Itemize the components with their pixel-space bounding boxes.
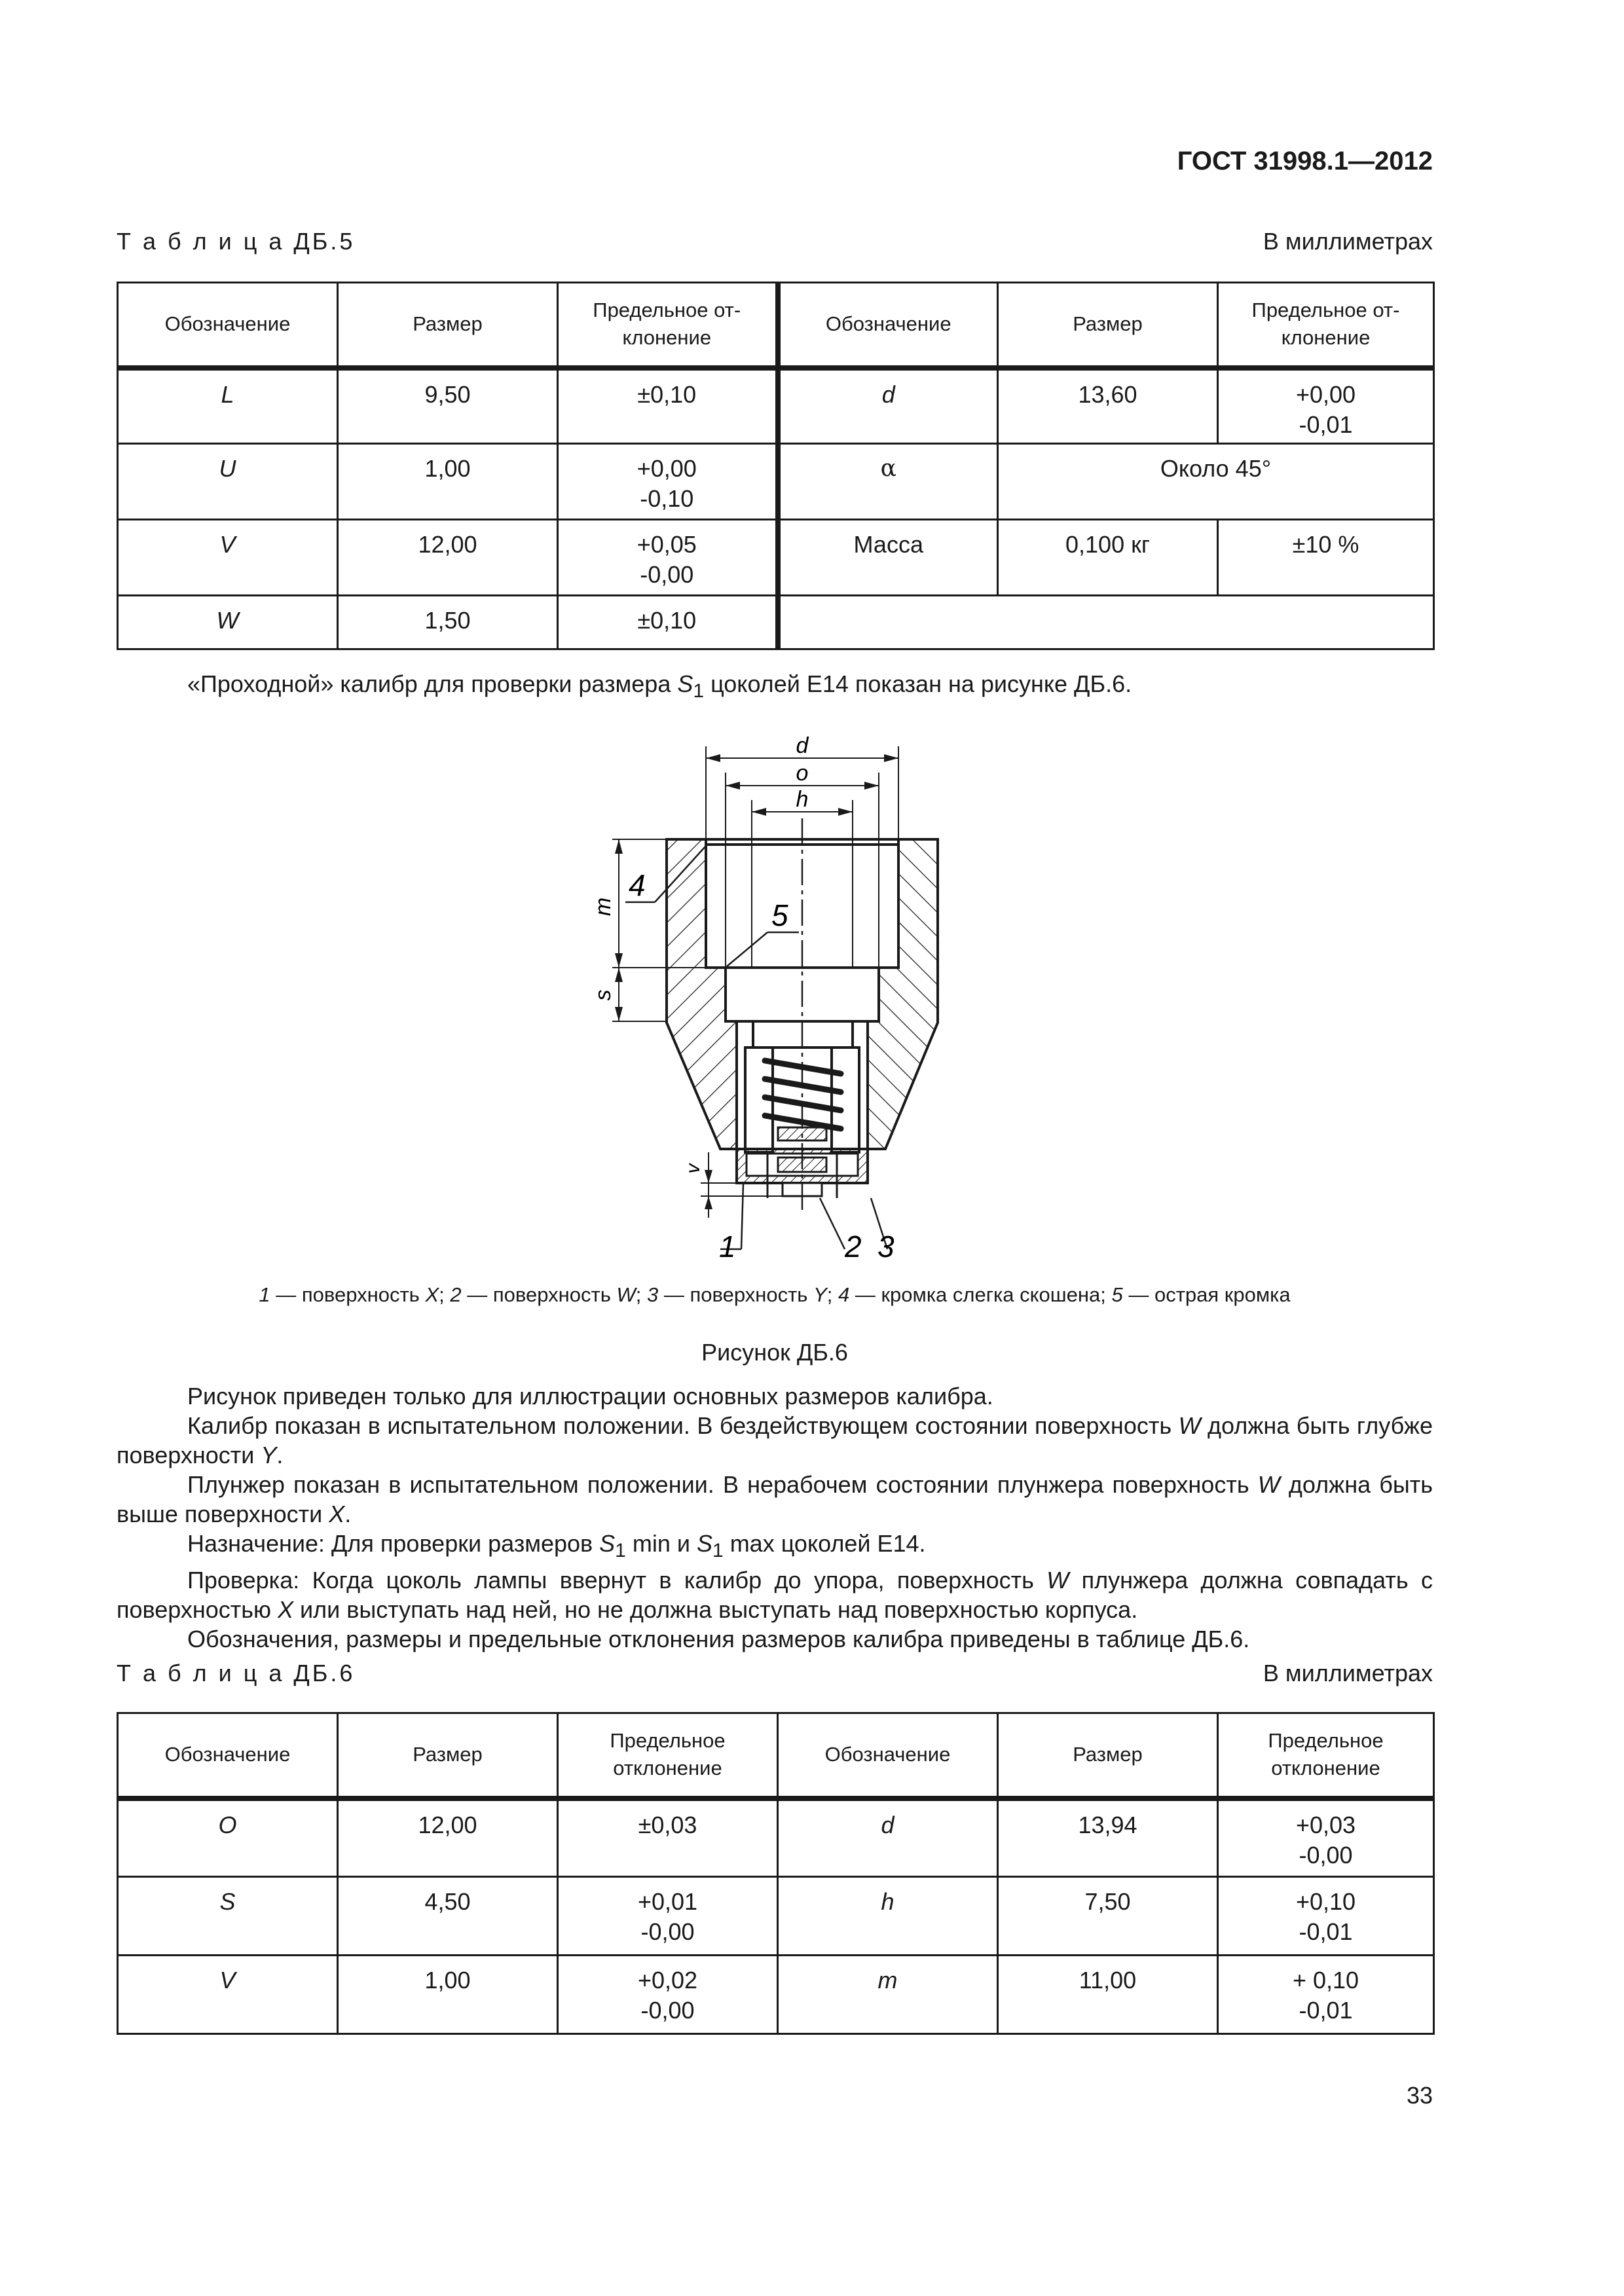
table-cell (998, 1798, 1218, 1877)
dim-o-label: o (796, 761, 809, 786)
table-cell (778, 596, 1434, 649)
table-cell (778, 368, 998, 444)
table-cell (338, 596, 558, 649)
table-cell (118, 1798, 338, 1877)
table6-unit: В миллиметрах (1263, 1660, 1433, 1686)
cell-value: 1,50 (424, 607, 471, 634)
paragraph: Проверка: Когда цоколь лампы ввернут в калибр до упора, поверхность W плунжера должна совпадать с поверхностью X или выступать над ней, но не должна выступать над поверхностью корпуса. (117, 1567, 1433, 1624)
cell-symbol: d (881, 380, 895, 408)
callout-5: 5 (771, 898, 788, 932)
cell-value: 0,100 кг (1065, 531, 1150, 558)
table-cell (998, 1956, 1218, 2034)
table-cell (778, 520, 998, 596)
table5-header-cell: Обозначение (118, 283, 338, 368)
cell-tolerance: + 0,10 -0,01 (1292, 1967, 1359, 2024)
paragraph: Назначение: Для проверки размеров $S_1$ min и $S_1$ max цоколей Е14. (187, 1530, 926, 1562)
cell-value: 1,00 (424, 455, 471, 482)
gauge-drawing (557, 727, 1041, 1270)
standard-header: ГОСТ 31998.1—2012 (1177, 147, 1433, 175)
table-cell (1218, 1798, 1434, 1877)
cell-symbol: α (880, 455, 896, 482)
cell-value: 12,00 (418, 531, 477, 558)
cell-symbol: Масса (853, 531, 923, 558)
table5-unit: В миллиметрах (1263, 228, 1433, 255)
table-cell (338, 520, 558, 596)
cell-symbol: L (221, 380, 234, 408)
cell-value: 1,00 (424, 1967, 471, 1994)
cell-symbol: V (219, 531, 236, 558)
body-text (117, 1381, 1433, 1654)
table-cell (558, 520, 778, 596)
table-row (118, 596, 1434, 649)
paragraph: Плунжер показан в испытательном положении. В нерабочем состоянии плунжера поверхность W должна быть выше поверхности X. (117, 1471, 1433, 1527)
table-cell (338, 368, 558, 444)
cell-tolerance: ±0,10 (637, 380, 697, 408)
cell-symbol: d (881, 1811, 895, 1838)
figure-legend: 1 — поверхность X; 2 — поверхность W; 3 — поверхность Y; 4 — кромка слегка скошена; 5 — острая кромка (259, 1283, 1291, 1306)
cell-symbol: O (218, 1811, 237, 1838)
table-cell (338, 1798, 558, 1877)
table-cell (778, 444, 998, 520)
dim-s-label: s (591, 989, 616, 1001)
table-cell (558, 1798, 778, 1877)
table-row (118, 520, 1434, 596)
table6 (117, 1712, 1435, 2035)
paragraph: Рисунок приведен только для иллюстрации основных размеров калибра. (187, 1383, 993, 1410)
callout-4: 4 (629, 868, 646, 902)
dim-v-label: v (682, 1163, 704, 1174)
cell-value: 12,00 (418, 1811, 477, 1838)
table-cell (118, 596, 338, 649)
table-cell (558, 596, 778, 649)
cell-tolerance: ±0,10 (637, 607, 697, 634)
cell-symbol: W (216, 607, 239, 634)
cell-tolerance: ±0,03 (638, 1811, 697, 1838)
cell-tolerance: +0,05 -0,00 (637, 531, 697, 588)
table5-header-row (118, 283, 1434, 368)
table-cell (338, 444, 558, 520)
cell-tolerance: +0,00 -0,10 (637, 455, 697, 512)
table-row (118, 444, 1434, 520)
page-number: 33 (1406, 2082, 1433, 2109)
cell-value: 9,50 (424, 380, 471, 408)
table-row (118, 1798, 1434, 1877)
table-cell (1218, 1877, 1434, 1956)
paragraph: Обозначения, размеры и предельные отклонения размеров калибра приведены в таблице ДБ.6. (187, 1626, 1250, 1653)
cell-tolerance: +0,00 -0,01 (1295, 380, 1356, 438)
table5-header-cell: Предельное от- клонение (558, 283, 778, 368)
table-cell (118, 520, 338, 596)
dim-d-label: d (796, 733, 809, 758)
cell-tolerance: +0,01 -0,00 (637, 1888, 698, 1945)
callout-2: 2 (845, 1230, 862, 1264)
table-row (118, 1877, 1434, 1956)
cell-symbol: S (219, 1888, 236, 1915)
cell-tolerance: +0,03 -0,00 (1295, 1811, 1356, 1868)
cell-tolerance: +0,10 -0,01 (1295, 1888, 1356, 1945)
cell-symbol: U (219, 455, 236, 482)
table5 (117, 282, 1435, 650)
dim-m-label: m (591, 897, 616, 917)
table-row (118, 368, 1434, 444)
table6-header-row (118, 1713, 1434, 1798)
table6-header-cell: Размер (338, 1713, 558, 1798)
table5-header-cell: Предельное от- клонение (1218, 283, 1434, 368)
table6-header-cell: Предельное отклонение (558, 1713, 778, 1798)
table-cell (1218, 520, 1434, 596)
table-cell (998, 444, 1434, 520)
table-cell (778, 1798, 998, 1877)
cell-value: 13,60 (1078, 380, 1137, 408)
cell-tolerance: +0,02 -0,00 (637, 1967, 698, 2024)
table-cell (558, 444, 778, 520)
table-cell (118, 368, 338, 444)
cell-value: 11,00 (1079, 1967, 1137, 1994)
table-cell (558, 1877, 778, 1956)
table-cell (998, 520, 1218, 596)
table-cell (338, 1877, 558, 1956)
table-cell (558, 368, 778, 444)
table-cell (778, 1956, 998, 2034)
paragraph: Калибр показан в испытательном положении. В бездействующем состоянии поверхность W должна быть глубже поверхности Y. (117, 1412, 1433, 1468)
callout-1: 1 (719, 1230, 736, 1264)
table6-header-cell: Предельное отклонение (1218, 1713, 1434, 1798)
cell-value: Около 45° (1160, 455, 1272, 482)
table-cell (998, 368, 1218, 444)
cell-value: 13,94 (1078, 1811, 1137, 1838)
table-cell (558, 1956, 778, 2034)
dim-h-label: h (796, 787, 809, 812)
table-cell (118, 1877, 338, 1956)
cell-tolerance: ±10 % (1292, 531, 1359, 558)
callout-3: 3 (877, 1230, 895, 1264)
cell-symbol: m (877, 1967, 898, 1994)
cell-symbol: V (219, 1967, 236, 1994)
figure-title: Рисунок ДБ.6 (701, 1339, 848, 1366)
table-cell (998, 1877, 1218, 1956)
table-cell (1218, 368, 1434, 444)
table5-header-cell: Обозначение (778, 283, 998, 368)
table-row (118, 1956, 1434, 2034)
figure-intro: «Проходной» калибр для проверки размера $S_1$ цоколей Е14 показан на рисунке ДБ.6. (187, 670, 1132, 702)
table6-title: Т а б л и ц а ДБ.6 (117, 1660, 356, 1686)
table5-header-cell: Размер (998, 283, 1218, 368)
table5-title: Т а б л и ц а ДБ.5 (117, 228, 356, 255)
table5-header-cell: Размер (338, 283, 558, 368)
cell-symbol: h (881, 1888, 895, 1915)
table6-header-cell: Обозначение (778, 1713, 998, 1798)
table-cell (118, 1956, 338, 2034)
table-cell (338, 1956, 558, 2034)
table-cell (778, 1877, 998, 1956)
cell-value: 7,50 (1084, 1888, 1131, 1915)
table-cell (118, 444, 338, 520)
table-cell (1218, 1956, 1434, 2034)
table6-header-cell: Обозначение (118, 1713, 338, 1798)
cell-value: 4,50 (424, 1888, 471, 1915)
table6-header-cell: Размер (998, 1713, 1218, 1798)
